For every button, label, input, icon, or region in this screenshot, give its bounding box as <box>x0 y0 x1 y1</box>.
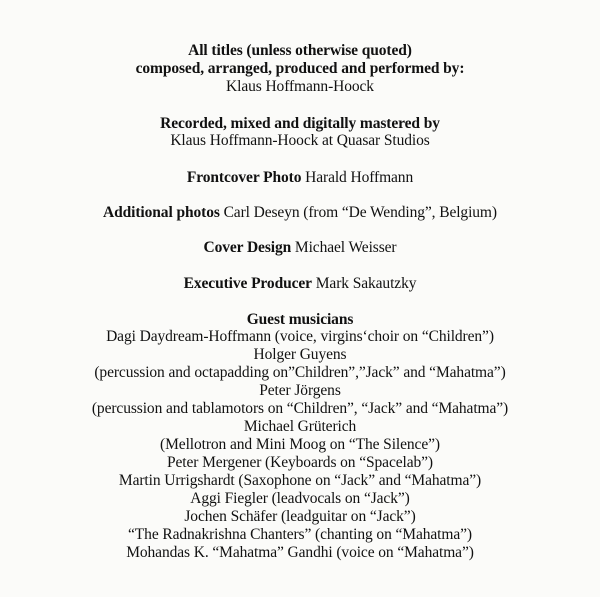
additional-photos-label: Additional photos <box>103 204 220 221</box>
guest-line: Aggi Fiegler (leadvocals on “Jack”) <box>190 490 410 507</box>
frontcover-value: Harald Hoffmann <box>305 169 414 186</box>
executive-producer-value: Mark Sakautzky <box>315 275 417 292</box>
cover-design-label: Cover Design <box>203 239 292 256</box>
additional-photos-credit <box>0 204 600 222</box>
cover-design-value: Michael Weisser <box>294 239 397 256</box>
cover-design-credit <box>0 239 600 257</box>
executive-producer-label: Executive Producer <box>183 275 312 292</box>
guest-line: (percussion and tablamotors on “Children”, “Jack” and “Mahatma”) <box>91 400 509 417</box>
guest-line: Jochen Schäfer (leadguitar on “Jack”) <box>184 508 416 525</box>
additional-photos-value: Carl Deseyn (from “De Wending”, Belgium) <box>223 204 497 221</box>
executive-producer-credit <box>0 275 600 293</box>
guest-line: Dagi Daydream-Hoffmann (voice, virgins‘choir on “Children”) <box>106 328 494 345</box>
frontcover-label: Frontcover Photo <box>186 169 302 186</box>
guest-line: Mohandas K. “Mahatma” Gandhi (voice on “Mahatma”) <box>126 544 474 561</box>
recorded-value: Klaus Hoffmann-Hoock at Quasar Studios <box>170 132 430 149</box>
guest-line: “The Radnakrishna Chanters” (chanting on “Mahatma”) <box>128 526 472 543</box>
guest-line: (percussion and octapadding on”Children”,”Jack” and “Mahatma”) <box>94 364 506 381</box>
titles-label-line-1: All titles (unless otherwise quoted) <box>188 42 412 59</box>
guest-line: Peter Jörgens <box>259 382 341 399</box>
guest-line: Michael Grüterich <box>243 418 357 435</box>
titles-label-line-2: composed, arranged, produced and performed by: <box>135 60 465 77</box>
titles-performer-name: Klaus Hoffmann-Hoock <box>226 78 374 95</box>
recorded-label: Recorded, mixed and digitally mastered by <box>160 115 440 132</box>
guest-musicians-heading: Guest musicians <box>246 311 354 328</box>
guest-line: Holger Guyens <box>253 346 347 363</box>
guest-line: (Mellotron and Mini Moog on “The Silence”) <box>160 436 440 453</box>
guest-line: Peter Mergener (Keyboards on “Spacelab”) <box>167 454 433 471</box>
guest-line: Martin Urrigshardt (Saxophone on “Jack” and “Mahatma”) <box>118 472 482 489</box>
frontcover-credit <box>0 169 600 187</box>
